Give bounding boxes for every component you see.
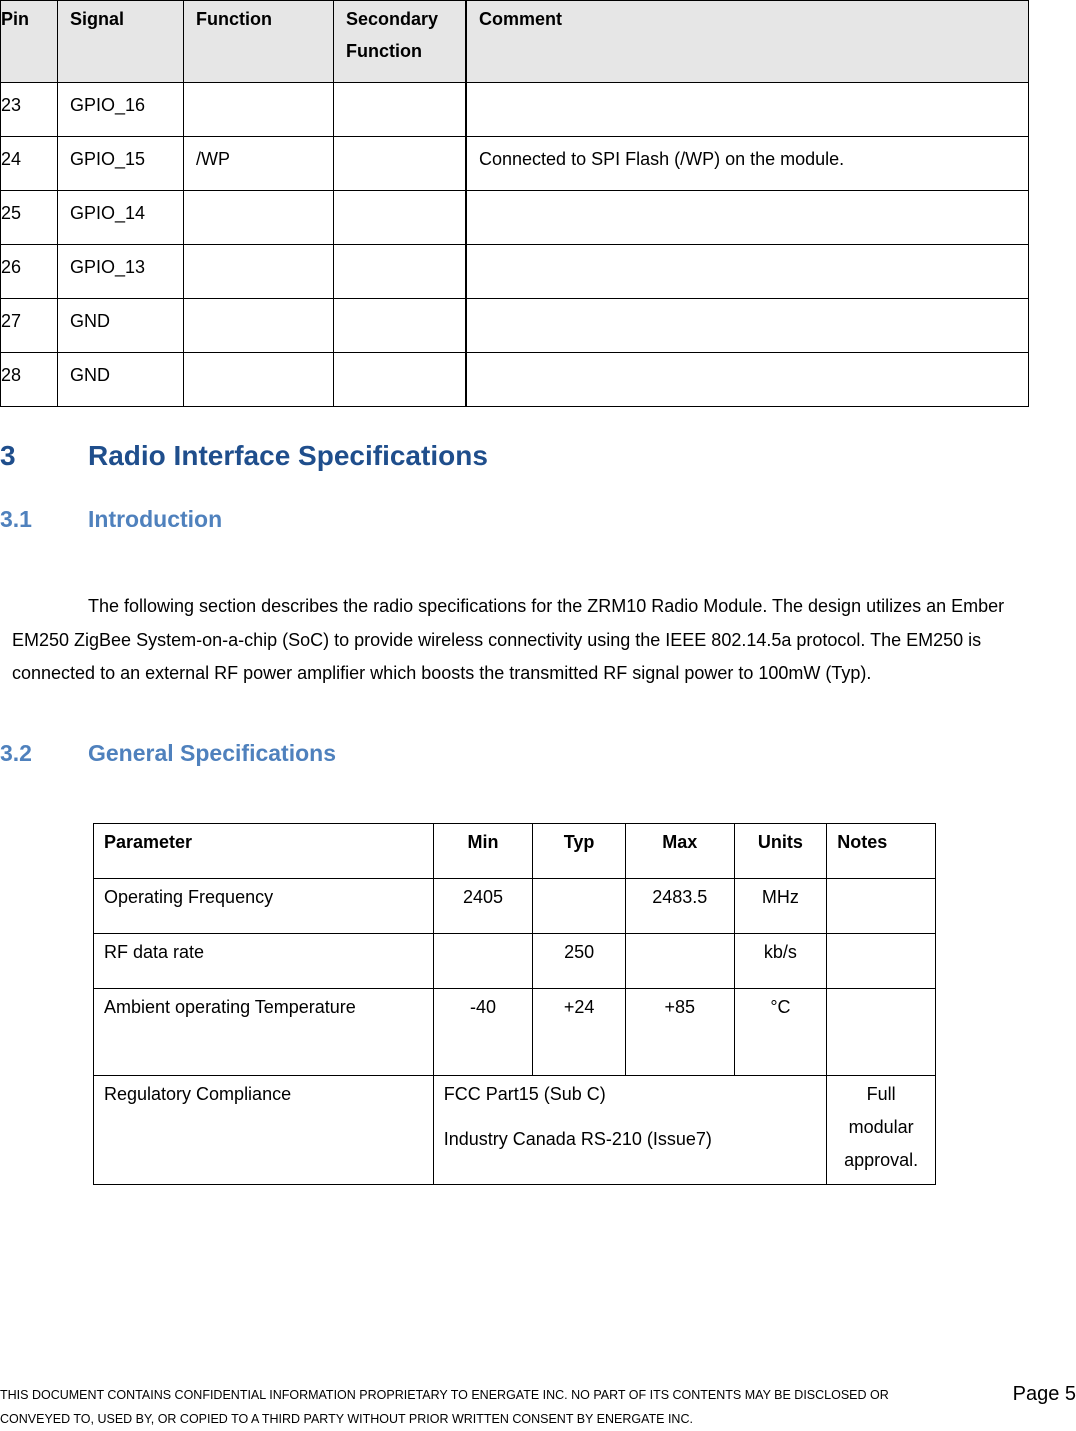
cell-comment (466, 299, 1029, 353)
header-units: Units (734, 824, 827, 879)
table-row (1, 83, 1029, 137)
cell-comment (466, 245, 1029, 299)
cell-units: MHz (734, 879, 827, 934)
cell-typ: 250 (533, 934, 626, 989)
cell-typ: +24 (533, 989, 626, 1076)
header-typ: Typ (533, 824, 626, 879)
cell-notes: Full modular approval. (827, 1076, 936, 1185)
table-row (1, 137, 1029, 191)
header-signal: Signal (58, 1, 184, 83)
cell-min: -40 (433, 989, 533, 1076)
header-min: Min (433, 824, 533, 879)
cell-typ (533, 879, 626, 934)
cell-secondary (334, 353, 467, 407)
cell-parameter: Regulatory Compliance (94, 1076, 434, 1185)
regulatory-fcc: FCC Part15 (Sub C) (443, 1084, 606, 1104)
cell-comment (466, 83, 1029, 137)
cell-notes (827, 989, 936, 1076)
cell-signal: GPIO_14 (58, 191, 184, 245)
table-row (94, 989, 936, 1076)
cell-regulatory-standards (433, 1076, 827, 1185)
cell-function: /WP (184, 137, 334, 191)
cell-function (184, 353, 334, 407)
cell-max: +85 (625, 989, 734, 1076)
cell-min: 2405 (433, 879, 533, 934)
header-pin: Pin (1, 1, 58, 83)
section-3-heading (0, 440, 488, 472)
table-row (94, 879, 936, 934)
cell-comment: Connected to SPI Flash (/WP) on the module. (466, 137, 1029, 191)
intro-text: The following section describes the radio specifications for the ZRM10 Radio Module. The design utilizes an Ember EM250 ZigBee System-on-a-chip (SoC) to provide wireless connectivity using the IEEE 802.14.5a protocol. The EM250 is connected to an external RF power amplifier which boosts the transmitted RF signal power to 100mW (Typ). (12, 596, 1005, 683)
header-comment: Comment (466, 1, 1029, 83)
section-number: 3 (0, 440, 16, 471)
cell-pin: 26 (1, 245, 58, 299)
cell-parameter: Operating Frequency (94, 879, 434, 934)
cell-secondary (334, 245, 467, 299)
section-3-1-heading (0, 506, 222, 533)
cell-pin: 23 (1, 83, 58, 137)
spec-table-header (94, 824, 936, 879)
header-max: Max (625, 824, 734, 879)
cell-units: °C (734, 989, 827, 1076)
section-title: General Specifications (88, 740, 336, 766)
cell-max: 2483.5 (625, 879, 734, 934)
cell-secondary (334, 299, 467, 353)
section-number: 3.2 (0, 740, 32, 766)
table-row (1, 299, 1029, 353)
cell-max (625, 934, 734, 989)
spec-table (93, 823, 936, 1185)
header-parameter: Parameter (94, 824, 434, 879)
confidentiality-footer: THIS DOCUMENT CONTAINS CONFIDENTIAL INFORMATION PROPRIETARY TO ENERGATE INC. NO PART OF ITS CONTENTS MAY BE DISCLOSED OR CONVEYED TO, USED BY, OR COPIED TO A THIRD PARTY WITHOUT PRIOR WRITTEN CONSENT BY ENERGATE INC. (0, 1388, 889, 1426)
cell-signal: GND (58, 299, 184, 353)
cell-comment (466, 191, 1029, 245)
page-number: Page 5 (1012, 1383, 1076, 1405)
intro-paragraph (12, 590, 1012, 691)
cell-units: kb/s (734, 934, 827, 989)
cell-parameter: Ambient operating Temperature (94, 989, 434, 1076)
cell-signal: GND (58, 353, 184, 407)
regulatory-ic: Industry Canada RS-210 (Issue7) (443, 1129, 712, 1149)
header-notes: Notes (827, 824, 936, 879)
pin-table (0, 0, 1029, 407)
pin-table-header (1, 1, 1029, 83)
cell-function (184, 191, 334, 245)
cell-min (433, 934, 533, 989)
cell-parameter: RF data rate (94, 934, 434, 989)
section-3-2-heading (0, 740, 336, 767)
table-row (1, 191, 1029, 245)
cell-signal: GPIO_13 (58, 245, 184, 299)
cell-comment (466, 353, 1029, 407)
header-function: Function (184, 1, 334, 83)
cell-function (184, 83, 334, 137)
cell-pin: 27 (1, 299, 58, 353)
cell-signal: GPIO_16 (58, 83, 184, 137)
table-row (1, 245, 1029, 299)
cell-function (184, 299, 334, 353)
cell-secondary (334, 137, 467, 191)
cell-notes (827, 879, 936, 934)
section-title: Introduction (88, 506, 223, 532)
table-row (1, 353, 1029, 407)
table-row (94, 934, 936, 989)
cell-secondary (334, 83, 467, 137)
section-title: Radio Interface Specifications (88, 440, 488, 471)
cell-notes (827, 934, 936, 989)
table-row (94, 1076, 936, 1185)
cell-function (184, 245, 334, 299)
cell-pin: 24 (1, 137, 58, 191)
header-secondary-function: Secondary Function (334, 1, 467, 83)
cell-signal: GPIO_15 (58, 137, 184, 191)
cell-secondary (334, 191, 467, 245)
cell-pin: 28 (1, 353, 58, 407)
cell-pin: 25 (1, 191, 58, 245)
section-number: 3.1 (0, 506, 32, 532)
